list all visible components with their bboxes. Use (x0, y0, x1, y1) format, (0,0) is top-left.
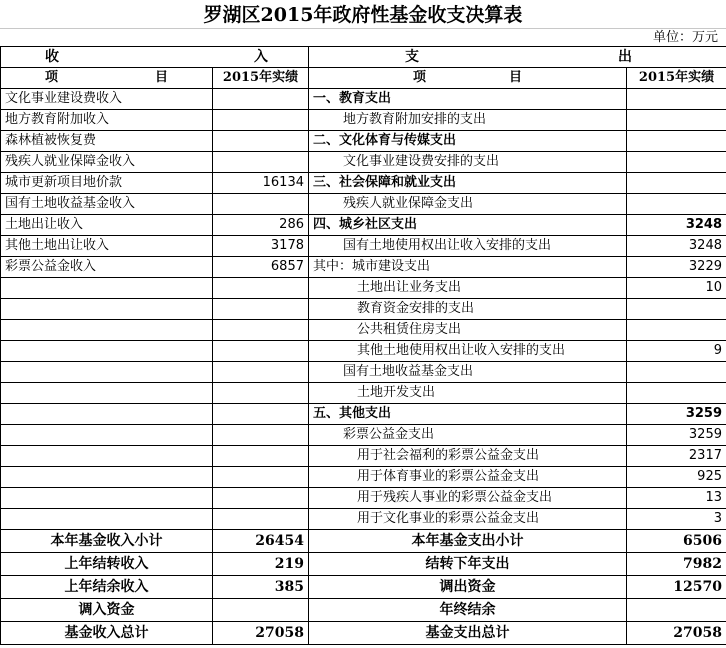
income-header (1, 47, 309, 68)
income-item-value (213, 131, 309, 152)
income-item-value (213, 194, 309, 215)
income-item-value: 3178 (213, 236, 309, 257)
fund-table (0, 46, 726, 645)
unit-label: 单位：万元 (652, 30, 718, 45)
income-summary-value: 27058 (213, 622, 309, 645)
summary-row (1, 576, 726, 599)
expense-item-value: 3259 (627, 425, 726, 446)
income-item-name (1, 488, 213, 509)
income-item-name (1, 404, 213, 425)
income-summary-value (213, 599, 309, 622)
table-row (1, 278, 726, 299)
income-item-value: 286 (213, 215, 309, 236)
income-item-value: 6857 (213, 257, 309, 278)
table-row (1, 152, 726, 173)
expense-item-name: 教育资金安排的支出 (309, 299, 627, 320)
table-row (1, 446, 726, 467)
expense-item-header (309, 68, 627, 89)
expense-item-value (627, 194, 726, 215)
table-row (1, 362, 726, 383)
expense-item-value: 3229 (627, 257, 726, 278)
income-header-char-1: 收 (45, 49, 59, 65)
expense-item-value (627, 383, 726, 404)
income-item-value (213, 425, 309, 446)
income-summary-name: 上年结转收入 (1, 553, 213, 576)
income-item-header (1, 68, 213, 89)
income-item-name (1, 299, 213, 320)
expense-header (309, 47, 726, 68)
income-item-name: 其他土地出让收入 (1, 236, 213, 257)
income-item-name: 文化事业建设费收入 (1, 89, 213, 110)
income-item-name (1, 383, 213, 404)
table-body (1, 47, 726, 645)
income-item-value (213, 362, 309, 383)
income-item-value (213, 488, 309, 509)
income-summary-value: 219 (213, 553, 309, 576)
expense-item-value: 13 (627, 488, 726, 509)
summary-row (1, 622, 726, 645)
income-item-value (213, 467, 309, 488)
income-item-value (213, 446, 309, 467)
page-title: 罗湖区2015年政府性基金收支决算表 (203, 4, 523, 26)
expense-item-value: 925 (627, 467, 726, 488)
expense-item-name: 公共租赁住房支出 (309, 320, 627, 341)
table-row (1, 299, 726, 320)
income-item-value: 16134 (213, 173, 309, 194)
expense-item-name: 用于残疾人事业的彩票公益金支出 (309, 488, 627, 509)
income-item-char-2: 目 (154, 70, 168, 85)
expense-summary-name: 调出资金 (309, 576, 627, 599)
income-item-char-1: 项 (45, 70, 59, 85)
income-item-value (213, 89, 309, 110)
expense-summary-value: 12570 (627, 576, 726, 599)
table-row (1, 173, 726, 194)
expense-item-name: 五、其他支出 (309, 404, 627, 425)
income-item-value (213, 152, 309, 173)
expense-item-value (627, 152, 726, 173)
expense-summary-value: 6506 (627, 530, 726, 553)
income-item-name (1, 362, 213, 383)
expense-item-name: 土地开发支出 (309, 383, 627, 404)
expense-item-char-2: 目 (508, 70, 522, 85)
expense-item-name: 其中：城市建设支出 (309, 257, 627, 278)
income-item-value (213, 110, 309, 131)
income-item-name: 地方教育附加收入 (1, 110, 213, 131)
income-summary-name: 本年基金收入小计 (1, 530, 213, 553)
expense-item-value (627, 320, 726, 341)
expense-item-value: 3259 (627, 404, 726, 425)
expense-item-value: 3 (627, 509, 726, 530)
expense-item-value (627, 110, 726, 131)
income-item-name: 城市更新项目地价款 (1, 173, 213, 194)
expense-item-char-1: 项 (413, 70, 427, 85)
expense-item-value: 3248 (627, 236, 726, 257)
table-row (1, 488, 726, 509)
expense-summary-name: 基金支出总计 (309, 622, 627, 645)
income-item-name: 森林植被恢复费 (1, 131, 213, 152)
income-actual-header: 2015年实绩 (213, 68, 309, 89)
table-row (1, 194, 726, 215)
expense-item-name: 土地出让业务支出 (309, 278, 627, 299)
expense-item-name: 二、文化体育与传媒支出 (309, 131, 627, 152)
income-summary-name: 基金收入总计 (1, 622, 213, 645)
expense-item-name: 地方教育附加安排的支出 (309, 110, 627, 131)
expense-item-value: 2317 (627, 446, 726, 467)
income-item-name: 彩票公益金收入 (1, 257, 213, 278)
income-item-value (213, 404, 309, 425)
table-row (1, 215, 726, 236)
expense-header-char-2: 出 (618, 49, 632, 65)
expense-summary-name: 本年基金支出小计 (309, 530, 627, 553)
table-row (1, 89, 726, 110)
income-item-value (213, 383, 309, 404)
income-item-name (1, 320, 213, 341)
table-row (1, 131, 726, 152)
expense-item-name: 四、城乡社区支出 (309, 215, 627, 236)
income-summary-value: 385 (213, 576, 309, 599)
income-item-name: 国有土地收益基金收入 (1, 194, 213, 215)
summary-row (1, 553, 726, 576)
income-item-name (1, 509, 213, 530)
expense-summary-value (627, 599, 726, 622)
expense-header-char-1: 支 (405, 49, 419, 65)
expense-item-value (627, 299, 726, 320)
table-row (1, 467, 726, 488)
unit-row (0, 28, 726, 47)
income-item-name (1, 446, 213, 467)
expense-item-value: 10 (627, 278, 726, 299)
summary-row (1, 530, 726, 553)
expense-item-value (627, 362, 726, 383)
expense-item-value (627, 89, 726, 110)
income-item-name: 残疾人就业保障金收入 (1, 152, 213, 173)
income-item-value (213, 278, 309, 299)
income-item-name (1, 425, 213, 446)
income-item-value (213, 509, 309, 530)
expense-item-name: 文化事业建设费安排的支出 (309, 152, 627, 173)
income-item-name (1, 467, 213, 488)
income-summary-name: 上年结余收入 (1, 576, 213, 599)
income-summary-value: 26454 (213, 530, 309, 553)
income-item-value (213, 299, 309, 320)
table-row (1, 509, 726, 530)
income-summary-name: 调入资金 (1, 599, 213, 622)
table-row (1, 383, 726, 404)
header-row-columns (1, 68, 726, 89)
expense-item-name: 国有土地使用权出让收入安排的支出 (309, 236, 627, 257)
header-row-section (1, 47, 726, 68)
table-row (1, 404, 726, 425)
income-header-char-2: 入 (254, 49, 268, 65)
table-row (1, 257, 726, 278)
income-item-value (213, 320, 309, 341)
expense-summary-value: 27058 (627, 622, 726, 645)
income-item-value (213, 341, 309, 362)
expense-item-name: 彩票公益金支出 (309, 425, 627, 446)
expense-item-name: 其他土地使用权出让收入安排的支出 (309, 341, 627, 362)
table-row (1, 320, 726, 341)
expense-item-name: 一、教育支出 (309, 89, 627, 110)
expense-item-name: 用于社会福利的彩票公益金支出 (309, 446, 627, 467)
table-row (1, 236, 726, 257)
expense-item-name: 用于体育事业的彩票公益金支出 (309, 467, 627, 488)
expense-summary-value: 7982 (627, 553, 726, 576)
expense-item-name: 用于文化事业的彩票公益金支出 (309, 509, 627, 530)
table-row (1, 110, 726, 131)
income-item-name (1, 278, 213, 299)
expense-summary-name: 年终结余 (309, 599, 627, 622)
expense-item-name: 残疾人就业保障金支出 (309, 194, 627, 215)
table-row (1, 425, 726, 446)
table-row (1, 341, 726, 362)
expense-item-value: 9 (627, 341, 726, 362)
income-item-name (1, 341, 213, 362)
expense-item-value (627, 131, 726, 152)
income-item-name: 土地出让收入 (1, 215, 213, 236)
expense-item-name: 三、社会保障和就业支出 (309, 173, 627, 194)
expense-item-value: 3248 (627, 215, 726, 236)
expense-item-name: 国有土地收益基金支出 (309, 362, 627, 383)
expense-actual-header: 2015年实绩 (627, 68, 726, 89)
expense-summary-name: 结转下年支出 (309, 553, 627, 576)
summary-row (1, 599, 726, 622)
expense-item-value (627, 173, 726, 194)
